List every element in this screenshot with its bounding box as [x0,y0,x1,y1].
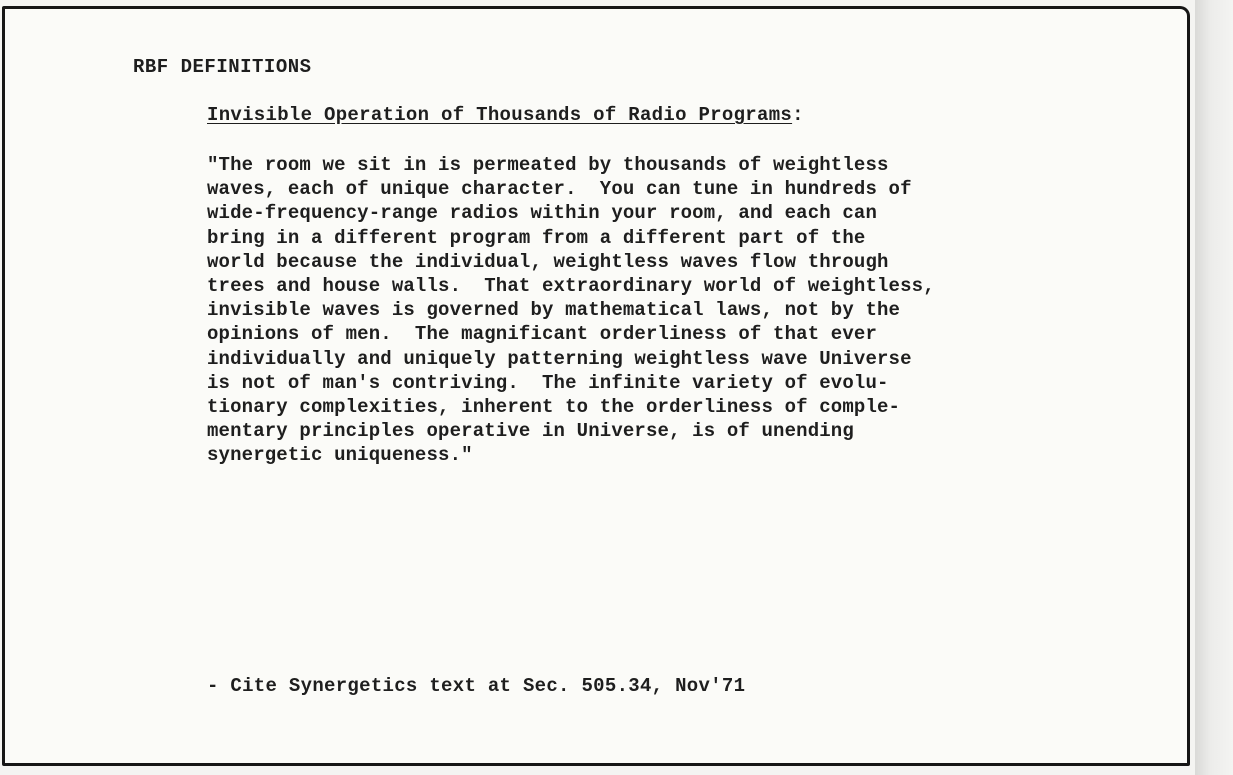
quote-line: opinions of men. The magnificant orderliness of that ever [207,323,878,346]
quote-line: world because the individual, weightless waves flow through [207,250,889,273]
quote-line: tionary complexities, inherent to the orderliness of comple- [207,396,901,419]
quote-line: invisible waves is governed by mathematical laws, not by the [207,299,901,322]
quote-line: individually and uniquely patterning weightless wave Universe [207,347,912,370]
definition-title-colon: : [792,104,804,126]
quote-line: mentary principles operative in Universe, is of unending [207,420,854,443]
definition-title: Invisible Operation of Thousands of Radio Programs [207,104,793,126]
page-edge-shadow [1195,0,1233,775]
quote-line: waves, each of unique character. You can tune in hundreds of [207,178,912,201]
quote-line: is not of man's contriving. The infinite variety of evolu- [207,371,889,394]
quote-line: trees and house walls. That extraordinary world of weightless, [207,275,935,298]
citation: - Cite Synergetics text at Sec. 505.34, Nov'71 [207,675,746,697]
quote-line: "The room we sit in is permeated by thousands of weightless [207,154,889,176]
definition-heading [207,104,804,126]
quote-line: bring in a different program from a different part of the [207,226,866,249]
definition-quote [207,153,1107,468]
quote-line: synergetic uniqueness." [207,444,473,467]
quote-line: wide-frequency-range radios within your room, and each can [207,202,878,225]
card-header: RBF DEFINITIONS [133,56,312,78]
